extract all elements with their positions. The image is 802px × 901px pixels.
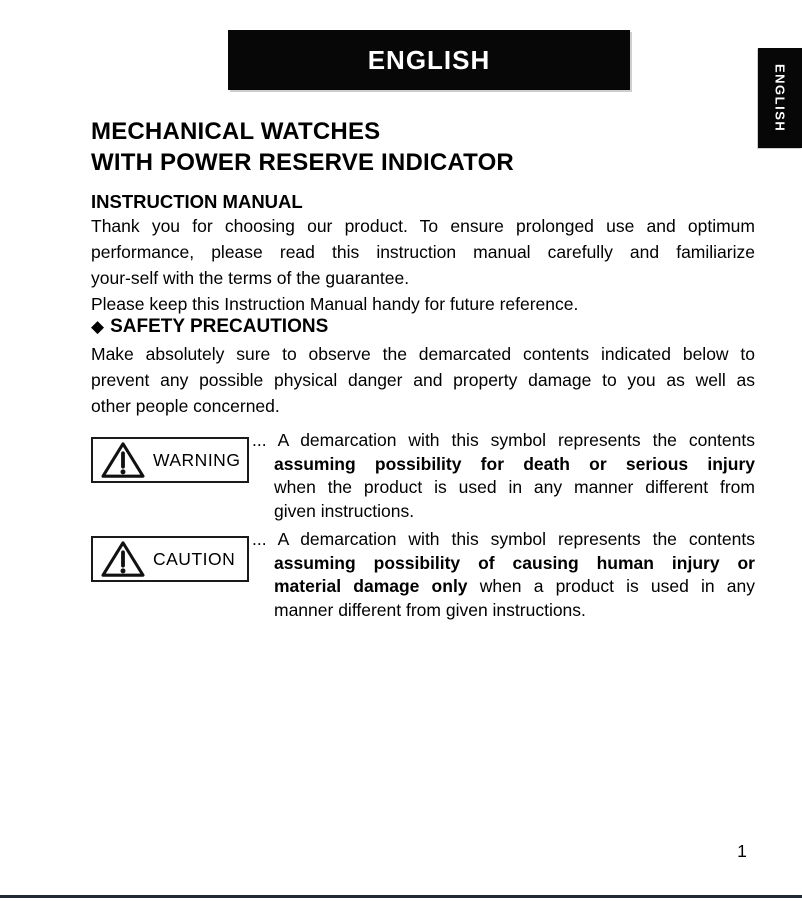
- caution-label: CAUTION: [153, 548, 236, 569]
- page-number: 1: [737, 841, 747, 861]
- caution-note-line: assuming possibility of causing human injury or: [274, 552, 755, 573]
- caution-sign-box: [91, 536, 249, 582]
- caution-triangle-icon: [100, 539, 146, 579]
- document-title-line1: MECHANICAL WATCHES: [91, 118, 381, 145]
- language-side-tab: [758, 48, 802, 148]
- safety-precautions-heading-label: SAFETY PRECAUTIONS: [110, 316, 329, 337]
- caution-note-line: ... A demarcation with this symbol represents the contents: [252, 529, 755, 549]
- safety-line: other people concerned.: [91, 396, 280, 416]
- intro-line: Thank you for choosing our product. To ensure prolonged use and optimum: [91, 216, 755, 236]
- intro-line: your-self with the terms of the guarantee.: [91, 268, 410, 288]
- warning-sign-box: [91, 437, 249, 483]
- document-title-line2: WITH POWER RESERVE INDICATOR: [91, 149, 514, 176]
- caution-note: [252, 528, 755, 622]
- language-side-tab-label: ENGLISH: [772, 63, 788, 133]
- caution-note-line: manner different from given instructions.: [274, 599, 586, 620]
- diamond-icon: ◆: [91, 317, 105, 336]
- warning-triangle-icon: [100, 440, 146, 480]
- safety-precautions-heading: [91, 316, 328, 338]
- language-banner: [228, 30, 630, 90]
- caution-note-line: material damage only when a product is used in any: [274, 576, 755, 596]
- safety-paragraph: [91, 341, 755, 419]
- intro-line: performance, please read this instruction manual carefully and familiarize: [91, 242, 755, 262]
- warning-note: [252, 429, 755, 523]
- ellipsis-prefix: ...: [252, 430, 267, 450]
- language-banner-label: ENGLISH: [367, 44, 491, 75]
- ellipsis-prefix: ...: [252, 529, 267, 549]
- instruction-manual-heading: INSTRUCTION MANUAL: [91, 191, 303, 212]
- document-title: [91, 116, 755, 178]
- warning-note-line: given instructions.: [274, 500, 415, 521]
- intro-line: Please keep this Instruction Manual handy for future reference.: [91, 294, 579, 314]
- warning-note-line: ... A demarcation with this symbol represents the contents: [252, 430, 755, 450]
- warning-note-line: when the product is used in any manner different from: [274, 477, 755, 497]
- safety-line: prevent any possible physical danger and property damage to you as well as: [91, 370, 755, 390]
- warning-note-line: assuming possibility for death or serious injury: [274, 453, 755, 474]
- bottom-rule: [0, 895, 802, 898]
- safety-line: Make absolutely sure to observe the demarcated contents indicated below to: [91, 344, 755, 364]
- intro-paragraph: [91, 213, 755, 317]
- warning-label: WARNING: [153, 449, 241, 470]
